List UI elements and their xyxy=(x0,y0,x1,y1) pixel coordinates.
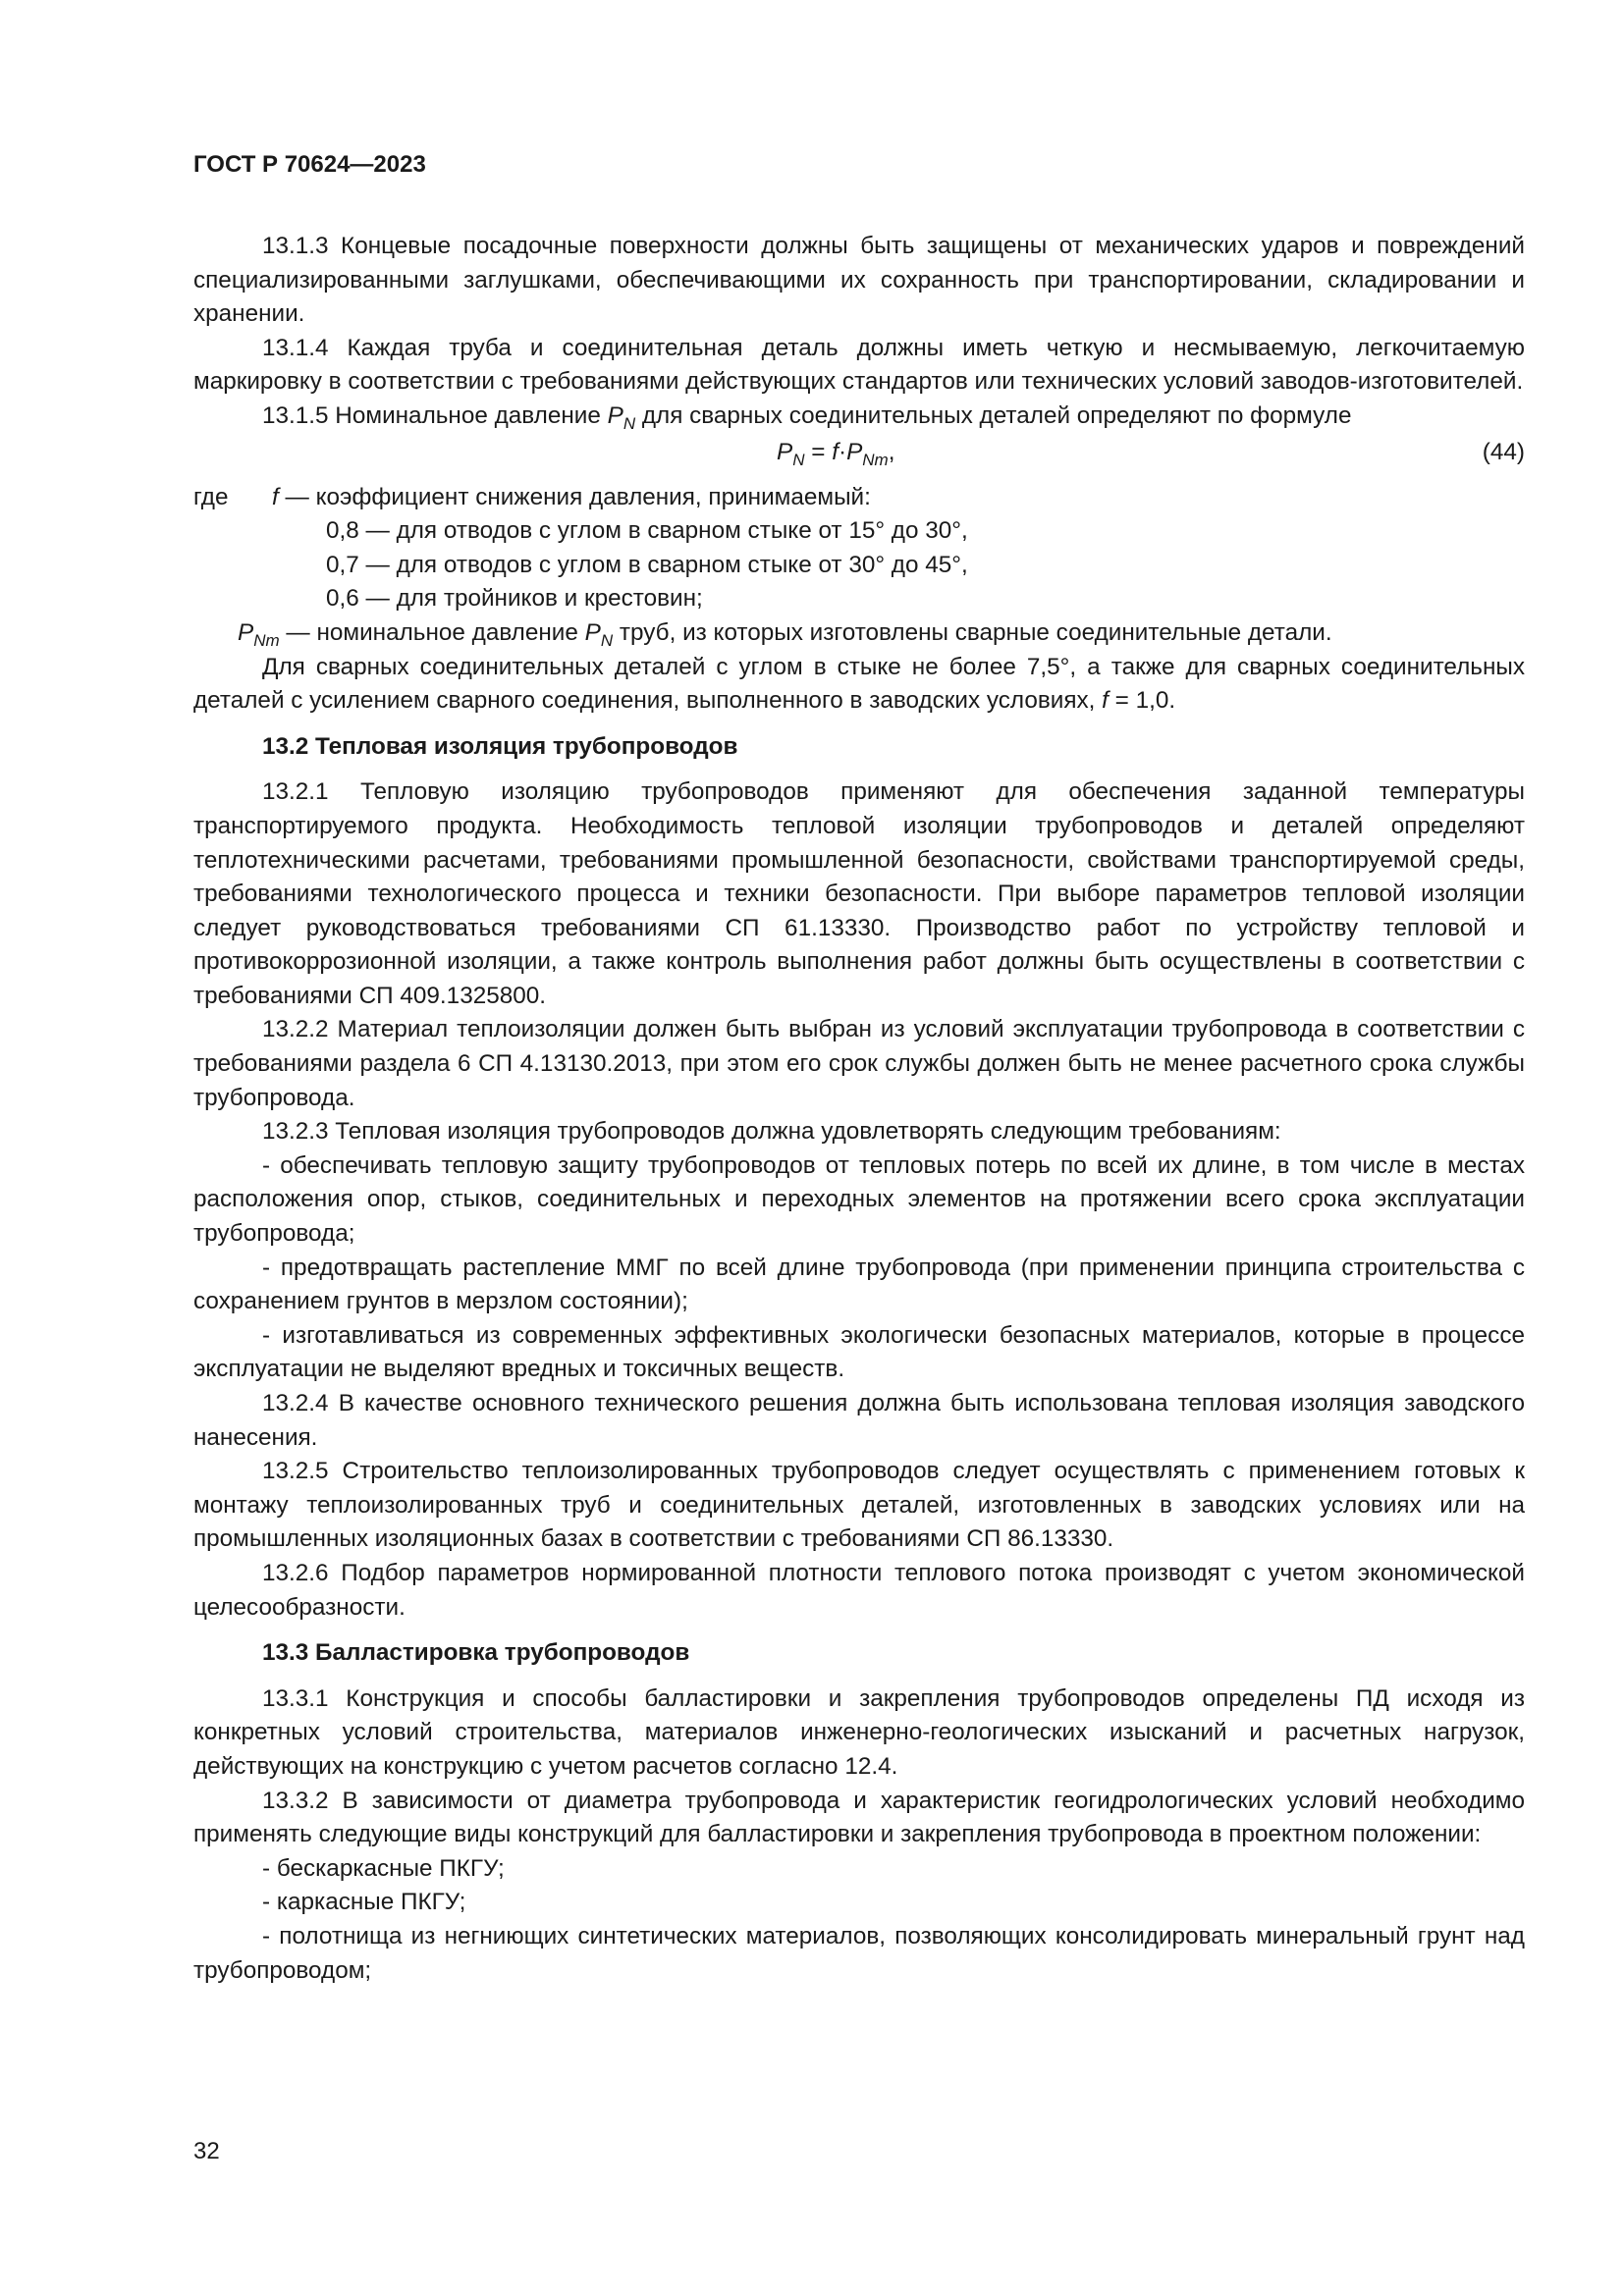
document-page xyxy=(193,145,1525,1988)
pnt-definition: $P_{Nт}$ — номинальное давление $P_N$ труб, из которых изготовлены сварные соединительные детали. xyxy=(238,618,1332,650)
formula-44 xyxy=(193,432,1525,475)
where-label: где xyxy=(193,483,229,510)
paragraph-13-1-5: 13.1.5 Номинальное давление $P_N$ для сварных соединительных деталей определяют по формуле xyxy=(262,401,1352,433)
page-number: 32 xyxy=(193,2138,220,2164)
paragraph-13-2-1: 13.2.1 Тепловую изоляцию трубопроводов применяют для обеспечения заданной температуры транспортируемого продукта. Необходимость тепловой изоляции трубопроводов и деталей определяют теплотехническими расчетами, требованиями промышленной безопасности, свойствами транспортируемой среды, требованиями технологического процесса и техники безопасности. При выборе параметров тепловой изоляции следует руководствоваться требованиями СП 61.13330. Производство работ по устройству тепловой и противокоррозионной изоляции, а также контроль выполнения работ должны быть осуществлены в соответствии с требованиями СП 409.1325800. xyxy=(193,778,1525,1009)
paragraph-13-3-1: 13.3.1 Конструкция и способы балластировки и закрепления трубопроводов определены ПД исходя из конкретных условий строительства, материалов инженерно-геологических изысканий и расчетных нагрузок, действующих на конструкцию с учетом расчетов согласно 12.4. xyxy=(193,1684,1525,1780)
where-clause xyxy=(193,481,1525,515)
formula-expression: $P_N = f\cdot P_{Nт}$, xyxy=(777,438,895,469)
paragraph-13-2-4: 13.2.4 В качестве основного технического решения должна быть использована тепловая изоляция заводского нанесения. xyxy=(193,1390,1525,1451)
paragraph-welded-parts: Для сварных соединительных деталей с углом в стыке не более 7,5°, а также для сварных соединительных деталей с усилением сварного соединения, выполненного в заводских условиях, f = 1,0. xyxy=(193,653,1525,715)
paragraph-13-3-2: 13.3.2 В зависимости от диаметра трубопровода и характеристик геогидрологических условий необходимо применять следующие виды конструкций для балластировки и закрепления трубопровода в проектном положении: xyxy=(193,1787,1525,1848)
list-item-13-2-3-a: - обеспечивать тепловую защиту трубопроводов от тепловых потерь по всей их длине, в том числе в местах расположения опор, стыков, соединительных и переходных элементов на протяжении всего срока эксплуатации трубопровода; xyxy=(193,1151,1525,1248)
list-item-13-3-2-c: - полотнища из негниющих синтетических материалов, позволяющих консолидировать минеральный грунт над трубопроводом; xyxy=(193,1922,1525,1984)
paragraph-13-1-4: 13.1.4 Каждая труба и соединительная деталь должны иметь четкую и несмываемую, легкочитаемую маркировку в соответствии с требованиями действующих стандартов или технических условий заводов-изготовителей. xyxy=(193,334,1525,396)
formula-number: (44) xyxy=(1482,438,1525,465)
where-f-definition: f — коэффициент снижения давления, принимаемый: xyxy=(272,483,871,510)
section-heading-13-3: 13.3 Балластировка трубопроводов xyxy=(262,1639,690,1667)
coefficient-value-3: 0,6 — для тройников и крестовин; xyxy=(326,585,703,613)
list-item-13-3-2-b: - каркасные ПКГУ; xyxy=(262,1889,466,1916)
paragraph-13-2-6: 13.2.6 Подбор параметров нормированной плотности теплового потока производят с учетом экономической целесообразности. xyxy=(193,1559,1525,1621)
list-item-13-2-3-b: - предотвращать растепление ММГ по всей длине трубопровода (при применении принципа строительства с сохранением грунтов в мерзлом состоянии); xyxy=(193,1254,1525,1315)
coefficient-value-2: 0,7 — для отводов с углом в сварном стыке от 30° до 45°, xyxy=(326,551,968,578)
section-heading-13-2: 13.2 Тепловая изоляция трубопроводов xyxy=(262,732,738,760)
document-header: ГОСТ Р 70624—2023 xyxy=(193,151,426,178)
coefficient-value-1: 0,8 — для отводов с углом в сварном стыке от 15° до 30°, xyxy=(326,517,968,545)
paragraph-13-2-3: 13.2.3 Тепловая изоляция трубопроводов должна удовлетворять следующим требованиям: xyxy=(262,1118,1281,1146)
list-item-13-2-3-c: - изготавливаться из современных эффективных экологически безопасных материалов, которые в процессе эксплуатации не выделяют вредных и токсичных веществ. xyxy=(193,1321,1525,1383)
document-body xyxy=(193,230,1525,1988)
paragraph-13-1-3: 13.1.3 Концевые посадочные поверхности должны быть защищены от механических ударов и повреждений специализированными заглушками, обеспечивающими их сохранность при транспортировании, складировании и хранении. xyxy=(193,233,1525,328)
paragraph-13-2-5: 13.2.5 Строительство теплоизолированных трубопроводов следует осуществлять с применением готовых к монтажу теплоизолированных труб и соединительных деталей, изготовленных в заводских условиях или на промышленных изоляционных базах в соответствии с требованиями СП 86.13330. xyxy=(193,1458,1525,1553)
paragraph-13-2-2: 13.2.2 Материал теплоизоляции должен быть выбран из условий эксплуатации трубопровода в соответствии с требованиями раздела 6 СП 4.13130.2013, при этом его срок службы должен быть не менее расчетного срока службы трубопровода. xyxy=(193,1016,1525,1111)
list-item-13-3-2-a: - бескаркасные ПКГУ; xyxy=(262,1854,505,1882)
